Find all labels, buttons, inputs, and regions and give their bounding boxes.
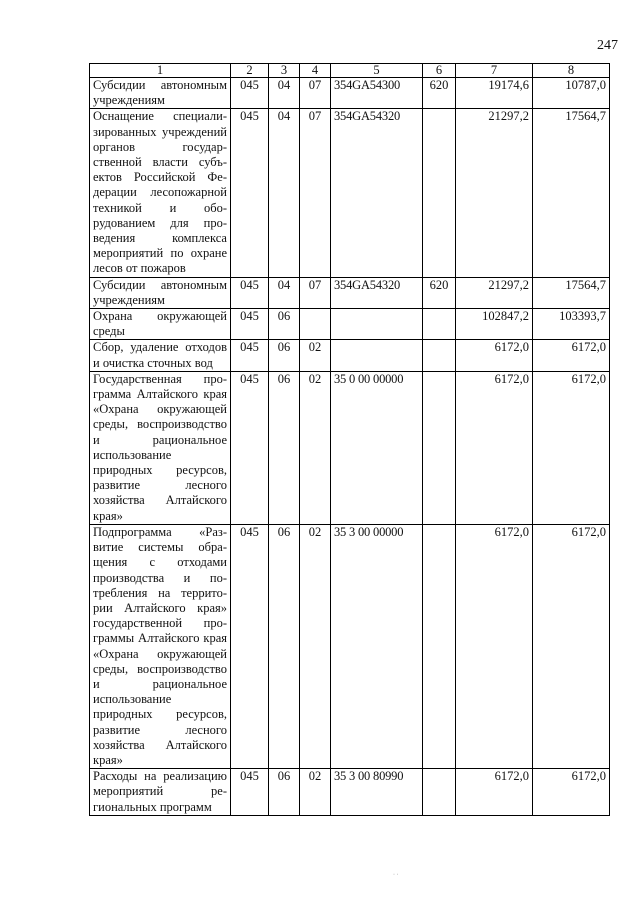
expense-type-code	[423, 769, 456, 816]
subsection-code: 02	[300, 340, 331, 371]
amount-year-1: 6172,0	[456, 524, 533, 768]
row-description: Сбор, удаление отходов и очистка сточных вод	[90, 340, 231, 371]
amount-year-2: 10787,0	[533, 78, 610, 109]
subsection-code: 02	[300, 524, 331, 768]
amount-year-1: 21297,2	[456, 109, 533, 277]
table-row	[90, 277, 610, 308]
column-header-6: 6	[423, 64, 456, 78]
amount-year-1: 21297,2	[456, 277, 533, 308]
subsection-code: 02	[300, 769, 331, 816]
amount-year-2: 6172,0	[533, 524, 610, 768]
ministry-code: 045	[231, 309, 269, 340]
ministry-code: 045	[231, 277, 269, 308]
target-article-code: 35 0 00 00000	[331, 371, 423, 524]
section-code: 06	[269, 371, 300, 524]
table-row	[90, 340, 610, 371]
column-header-7: 7	[456, 64, 533, 78]
amount-year-1: 6172,0	[456, 769, 533, 816]
ministry-code: 045	[231, 78, 269, 109]
subsection-code: 07	[300, 109, 331, 277]
row-description: Охрана окружающей среды	[90, 309, 231, 340]
budget-table	[89, 63, 610, 816]
section-code: 06	[269, 309, 300, 340]
table-row	[90, 524, 610, 768]
amount-year-2: 6172,0	[533, 340, 610, 371]
row-description: Подпрограмма «Развитие системы обращения с отходами производства и потребления на территории Алтайского края» государственной программы Алтайского края «Охрана окружающей среды, воспроизводство и рациональное использование природных ресурсов, развитие лесного хозяйства Алтайского края»	[90, 524, 231, 768]
target-article-code: 354GA54300	[331, 78, 423, 109]
expense-type-code	[423, 371, 456, 524]
section-code: 06	[269, 340, 300, 371]
page-number: 247	[597, 38, 618, 53]
amount-year-2: 6172,0	[533, 769, 610, 816]
table-row	[90, 78, 610, 109]
section-code: 06	[269, 769, 300, 816]
ministry-code: 045	[231, 371, 269, 524]
expense-type-code	[423, 309, 456, 340]
row-description: Субсидии автономным учреждениям	[90, 277, 231, 308]
expense-type-code	[423, 340, 456, 371]
table-row	[90, 109, 610, 277]
table-row	[90, 769, 610, 816]
table-header-row	[90, 64, 610, 78]
column-header-5: 5	[331, 64, 423, 78]
amount-year-1: 19174,6	[456, 78, 533, 109]
ministry-code: 045	[231, 340, 269, 371]
target-article-code	[331, 340, 423, 371]
amount-year-1: 6172,0	[456, 340, 533, 371]
row-description: Государственная программа Алтайского края «Охрана окружающей среды, воспроизводство и рациональное использование природных ресурсов, развитие лесного хозяйства Алтайского края»	[90, 371, 231, 524]
section-code: 04	[269, 277, 300, 308]
table-row	[90, 371, 610, 524]
subsection-code: 02	[300, 371, 331, 524]
amount-year-2: 103393,7	[533, 309, 610, 340]
section-code: 04	[269, 78, 300, 109]
table-row	[90, 309, 610, 340]
target-article-code	[331, 309, 423, 340]
expense-type-code: 620	[423, 277, 456, 308]
amount-year-2: 6172,0	[533, 371, 610, 524]
target-article-code: 354GA54320	[331, 277, 423, 308]
amount-year-1: 102847,2	[456, 309, 533, 340]
column-header-4: 4	[300, 64, 331, 78]
ministry-code: 045	[231, 524, 269, 768]
expense-type-code	[423, 524, 456, 768]
row-description: Субсидии автономным учреждениям	[90, 78, 231, 109]
target-article-code: 354GA54320	[331, 109, 423, 277]
row-description: Расходы на реализацию мероприятий региональных программ	[90, 769, 231, 816]
column-header-8: 8	[533, 64, 610, 78]
row-description: Оснащение специализированных учреждений органов государственной власти субъектов Российской Федерации лесопожарной техникой и оборудованием для проведения комплекса мероприятий по охране лесов от пожаров	[90, 109, 231, 277]
amount-year-1: 6172,0	[456, 371, 533, 524]
ministry-code: 045	[231, 109, 269, 277]
target-article-code: 35 3 00 80990	[331, 769, 423, 816]
column-header-3: 3	[269, 64, 300, 78]
target-article-code: 35 3 00 00000	[331, 524, 423, 768]
amount-year-2: 17564,7	[533, 109, 610, 277]
column-header-1: 1	[90, 64, 231, 78]
section-code: 04	[269, 109, 300, 277]
ministry-code: 045	[231, 769, 269, 816]
subsection-code: 07	[300, 277, 331, 308]
column-header-2: 2	[231, 64, 269, 78]
scan-artifact-mark: · ·	[393, 872, 399, 878]
section-code: 06	[269, 524, 300, 768]
expense-type-code	[423, 109, 456, 277]
expense-type-code: 620	[423, 78, 456, 109]
amount-year-2: 17564,7	[533, 277, 610, 308]
subsection-code	[300, 309, 331, 340]
subsection-code: 07	[300, 78, 331, 109]
